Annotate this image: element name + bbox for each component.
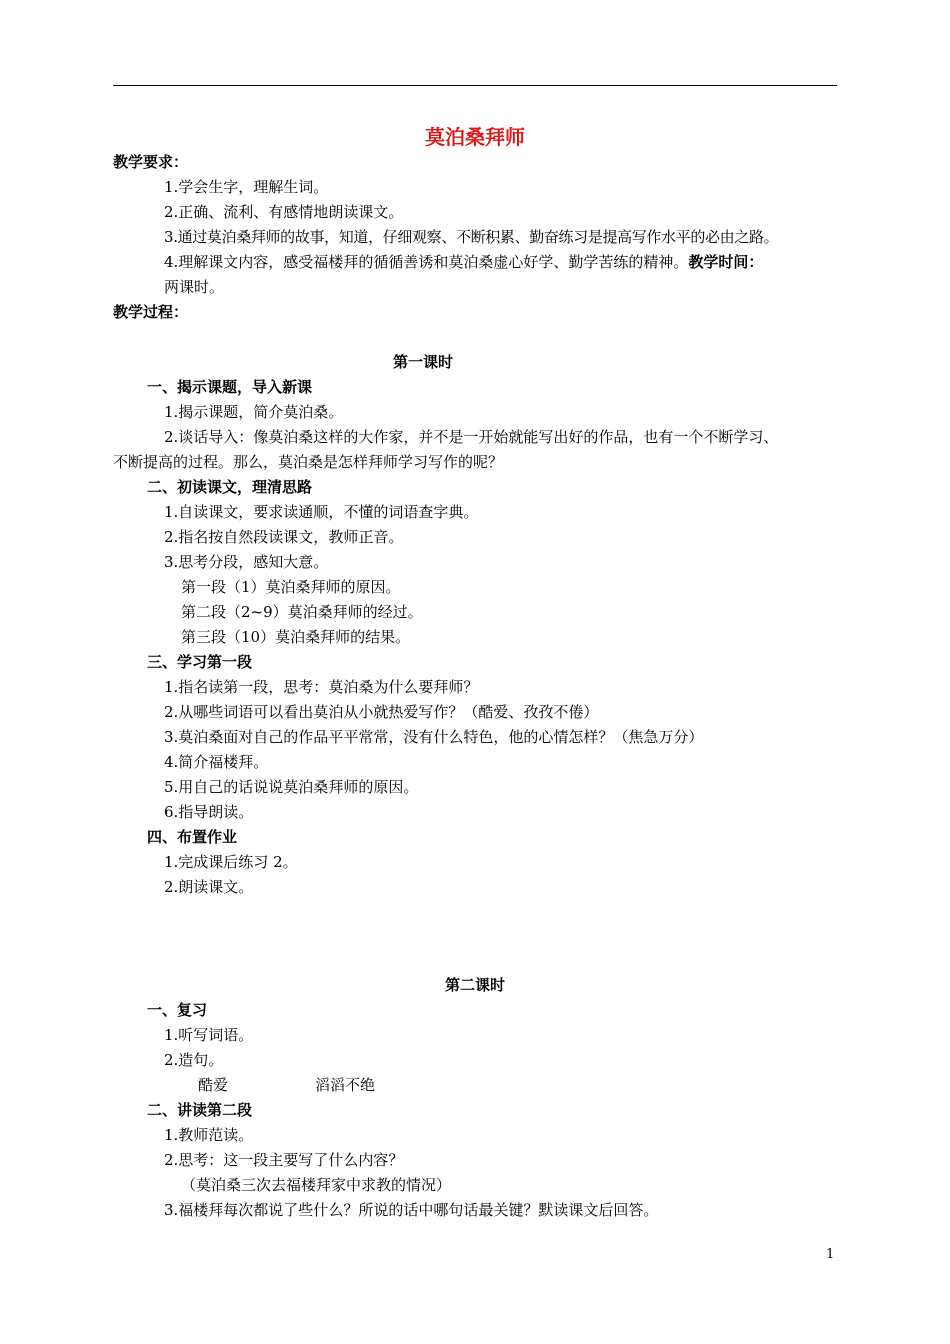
process-heading: 教学过程： [113,303,189,321]
header-rule [113,85,837,86]
part-item: 第三段（10）莫泊桑拜师的结果。 [181,628,411,646]
requirement-item: 1.学会生字，理解生词。 [164,178,329,196]
list-item: 1.教师范读。 [164,1126,254,1144]
list-item: 2.思考：这一段主要写了什么内容？ [164,1151,404,1169]
section-heading: 二、初读课文，理清思路 [147,478,313,496]
list-item: 1.指名读第一段，思考：莫泊桑为什么要拜师？ [164,678,479,696]
list-item: 2.造句。 [164,1051,224,1069]
list-item: 1.自读课文，要求读通顺，不懂的词语查字典。 [164,503,479,521]
list-item: 4.简介福楼拜。 [164,753,269,771]
section-heading: 二、讲读第二段 [147,1101,253,1119]
list-item: 2.从哪些词语可以看出莫泊从小就热爱写作？（酷爱、孜孜不倦） [164,703,599,721]
requirements-heading: 教学要求： [113,153,189,171]
document-title: 莫泊桑拜师 [425,125,525,149]
vocab-word: 酷爱 [198,1076,229,1094]
requirement-item-with-time [164,252,763,272]
part-item: 第一段（1）莫泊桑拜师的原因。 [181,578,401,596]
vocab-word: 滔滔不绝 [315,1076,376,1094]
requirement-item: 3.通过莫泊桑拜师的故事，知道，仔细观察、不断积累、勤奋练习是提高写作水平的必由之路。 [164,228,779,246]
list-item: 2.指名按自然段读课文，教师正音。 [164,528,404,546]
section-heading: 四、布置作业 [147,828,238,846]
list-item: 2.朗读课文。 [164,878,254,896]
list-item: 6.指导朗读。 [164,803,254,821]
answer-note: （莫泊桑三次去福楼拜家中求教的情况） [181,1176,452,1194]
teaching-time-label: 教学时间： [688,253,764,271]
requirement-item: 2.正确、流利、有感情地朗读课文。 [164,203,404,221]
teaching-time-value: 两课时。 [164,278,225,296]
list-item: 3.福楼拜每次都说了些什么？所说的话中哪句话最关键？默读课文后回答。 [164,1201,659,1219]
section-heading: 三、学习第一段 [147,653,253,671]
list-item: 1.揭示课题，简介莫泊桑。 [164,403,344,421]
page-number: 1 [826,1247,835,1262]
list-item: 2.谈话导入：像莫泊桑这样的大作家，并不是一开始就能写出好的作品，也有一个不断学习、 [164,428,779,446]
list-item: 3.莫泊桑面对自己的作品平平常常，没有什么特色，他的心情怎样？（焦急万分） [164,728,704,746]
list-item: 1.听写词语。 [164,1026,254,1044]
lesson1-heading: 第一课时 [392,353,453,371]
part-item: 第二段（2~9）莫泊桑拜师的经过。 [181,603,423,621]
section-heading: 一、复习 [147,1001,208,1019]
list-item: 1.完成课后练习 2。 [164,853,298,871]
list-item: 3.思考分段，感知大意。 [164,553,329,571]
list-item-continued: 不断提高的过程。那么，莫泊桑是怎样拜师学习写作的呢？ [113,453,504,471]
section-heading: 一、揭示课题，导入新课 [147,378,313,396]
lesson2-heading: 第二课时 [444,976,505,994]
list-item: 5.用自己的话说说莫泊桑拜师的原因。 [164,778,419,796]
requirement-item: 4.理解课文内容，感受福楼拜的循循善诱和莫泊桑虚心好学、勤学苦练的精神。 [164,253,689,271]
